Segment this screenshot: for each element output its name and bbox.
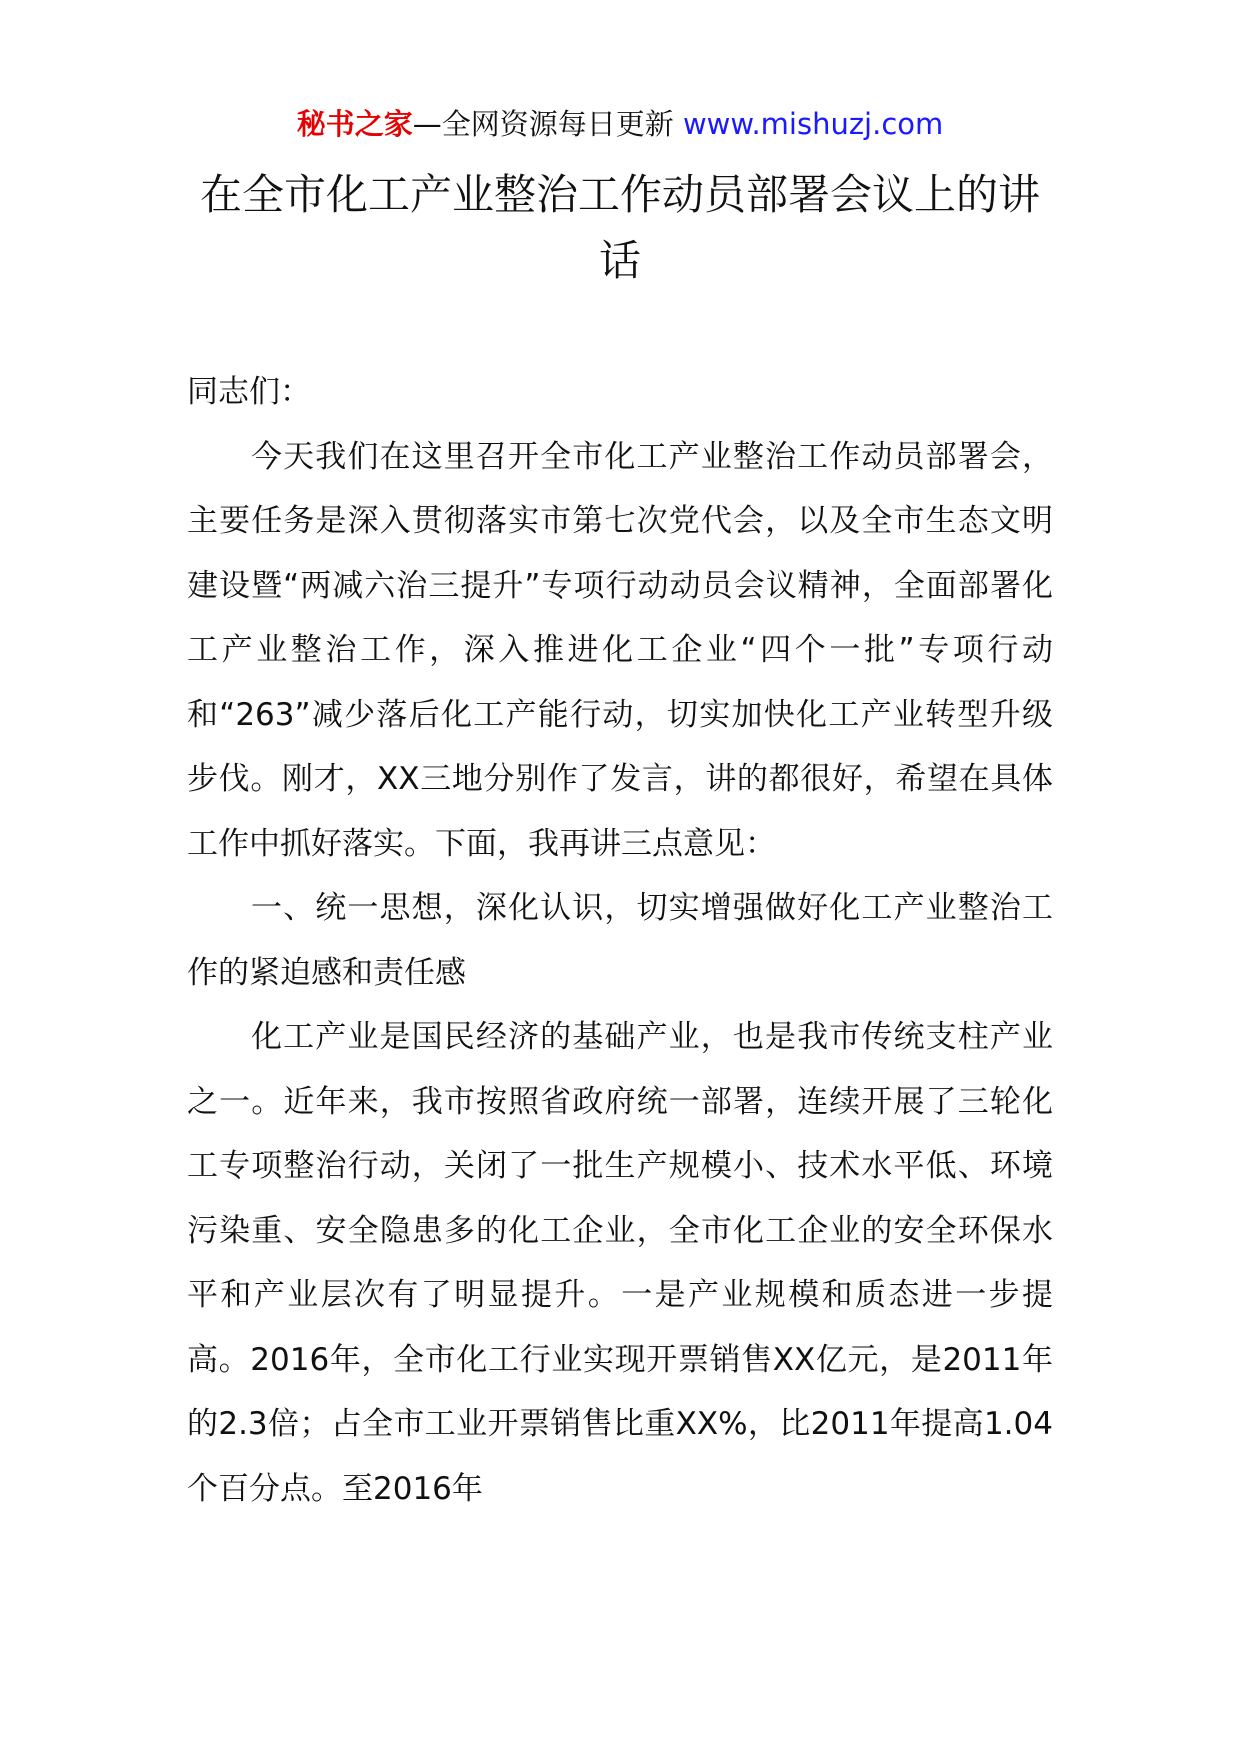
site-brand[interactable]: 秘书之家: [296, 107, 413, 141]
document-title: 在全市化工产业整治工作动员部署会议上的讲话: [199, 170, 1040, 285]
section-heading-1: 一、统一思想，深化认识，切实增强做好化工产业整治工作的紧迫感和责任感: [187, 890, 1053, 991]
paragraph-intro: 今天我们在这里召开全市化工产业整治工作动员部署会，主要任务是深入贯彻落实市第七次党代会，以及全市生态文明建设暨“两减六治三提升”专项行动动员会议精神，全面部署化工产业整治工作，深入推进化工企业“四个一批”专项行动和“263”减少落后化工产能行动，切实加快化工产业转型升级步伐。刚才，XX三地分别作了发言，讲的都很好，希望在具体工作中抓好落实。下面，我再讲三点意见：: [187, 438, 1053, 862]
salutation: 同志们：: [187, 374, 311, 410]
document-body: [187, 360, 1053, 1521]
site-url-link[interactable]: www.mishuzj.com: [682, 107, 944, 141]
paragraph-section-1: 化工产业是国民经济的基础产业，也是我市传统支柱产业之一。近年来，我市按照省政府统一部署，连续开展了三轮化工专项整治行动，关闭了一批生产规模小、技术水平低、环境污染重、安全隐患多的化工企业，全市化工企业的安全环保水平和产业层次有了明显提升。一是产业规模和质态进一步提高。2016年，全市化工行业实现开票销售XX亿元，是2011年的2.3倍；占全市工业开票销售比重XX%，比2011年提高1.04个百分点。至2016年: [187, 1019, 1053, 1507]
site-header: [0, 104, 1240, 144]
site-slogan: —全网资源每日更新: [412, 107, 674, 141]
